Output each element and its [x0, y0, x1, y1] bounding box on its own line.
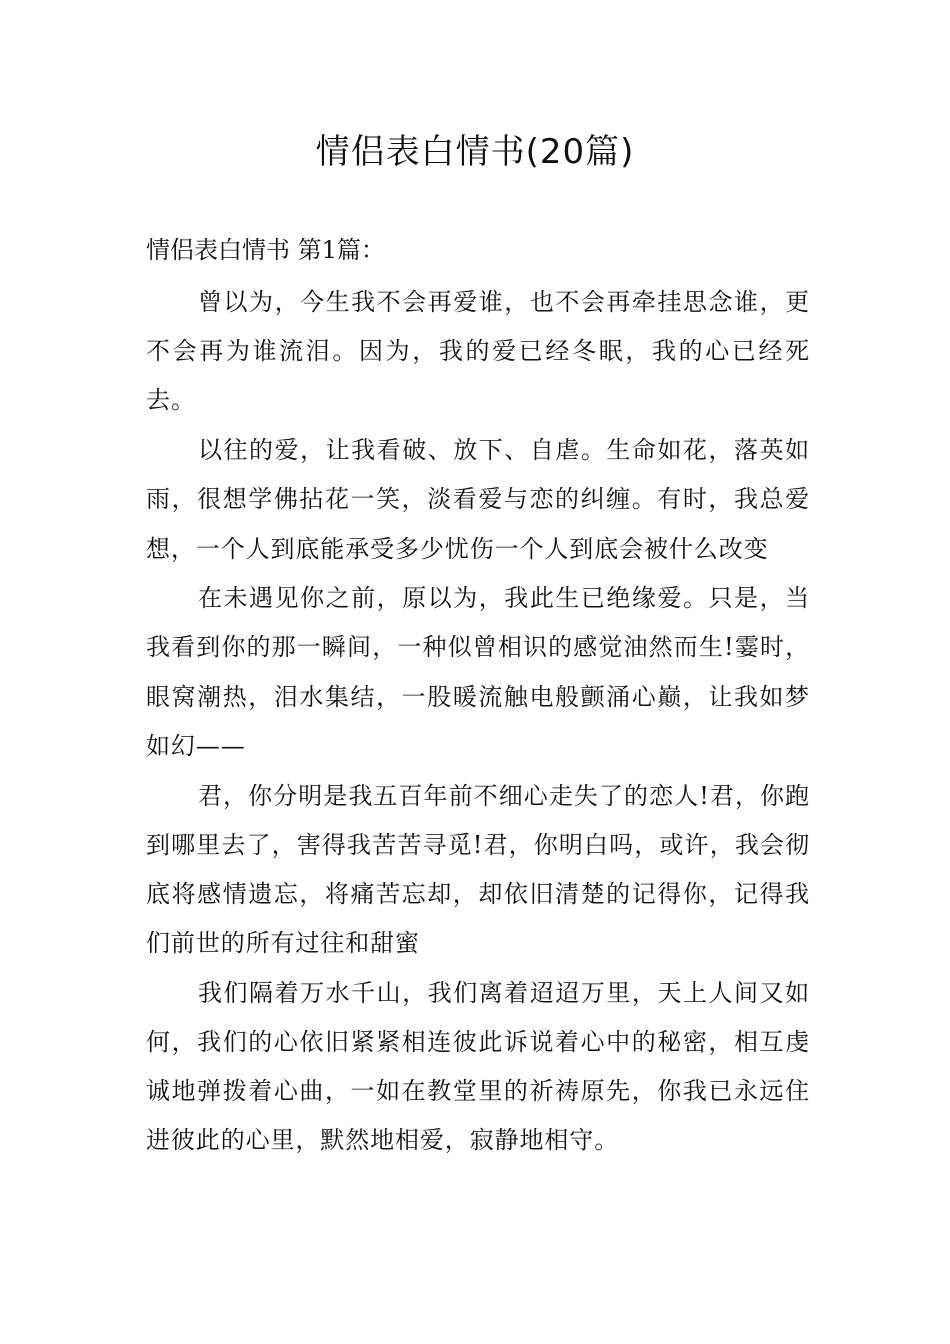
paragraph-3: 在未遇见你之前，原以为，我此生已绝缘爱。只是，当我看到你的那一瞬间，一种似曾相识的感觉油然而生!霎时，眼窝潮热，泪水集结，一股暖流触电般颤涌心巅，让我如梦如幻—— [146, 584, 810, 760]
section-heading: 情侣表白情书 第1篇： [146, 236, 385, 264]
paragraph-5: 我们隔着万水千山，我们离着迢迢万里，天上人间又如何，我们的心依旧紧紧相连彼此诉说着心中的秘密，相互虔诚地弹拨着心曲，一如在教堂里的祈祷原先，你我已永远住进彼此的心里，默然地相爱，寂静地相守。 [146, 978, 810, 1155]
document-body [146, 226, 810, 1166]
document-title: 情侣表白情书(20篇) [315, 132, 635, 172]
paragraph-2: 以往的爱，让我看破、放下、自虐。生命如花，落英如雨，很想学佛拈花一笑，淡看爱与恋的纠缠。有时，我总爱想，一个人到底能承受多少忧伤一个人到底会被什么改变 [146, 436, 810, 563]
paragraph-1: 曾以为，今生我不会再爱谁，也不会再牵挂思念谁，更不会再为谁流泪。因为，我的爱已经冬眠，我的心已经死去。 [146, 288, 810, 415]
paragraph-4: 君，你分明是我五百年前不细心走失了的恋人!君，你跑到哪里去了，害得我苦苦寻觅!君，你明白吗，或许，我会彻底将感情遗忘，将痛苦忘却，却依旧清楚的记得你，记得我们前世的所有过往和甜蜜 [146, 781, 810, 958]
